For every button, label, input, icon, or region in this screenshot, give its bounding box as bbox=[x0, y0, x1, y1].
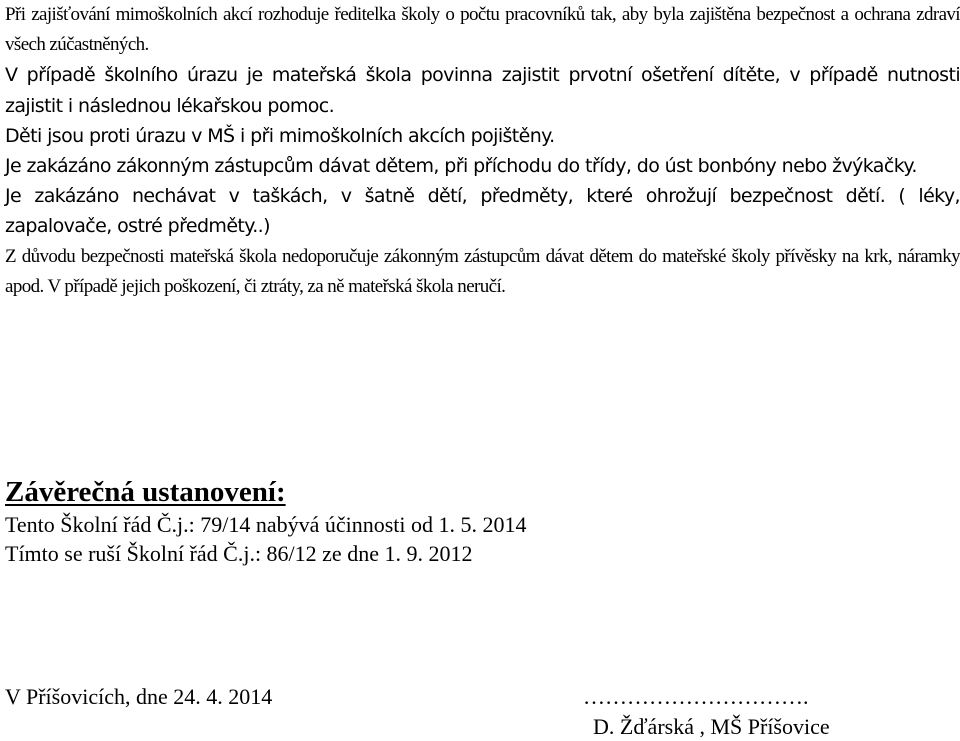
effective-date-line: Tento Školní řád Č.j.: 79/14 nabývá účinnosti od 1. 5. 2014 bbox=[5, 512, 527, 537]
final-provisions-heading: Závěrečná ustanovení: bbox=[5, 476, 286, 508]
place-and-date: V Příšovicích, dne 24. 4. 2014 bbox=[5, 684, 273, 709]
paragraph-sweets-ban: Je zakázáno zákonným zástupcům dávat dětem, při příchodu do třídy, do úst bonbóny nebo žvýkačky. bbox=[5, 155, 917, 178]
paragraph-dangerous-items-ban: Je zakázáno nechávat v taškách, v šatně dětí, předměty, které ohrožují bezpečnost dětí. ( léky, zapalovače, ostré předměty..) bbox=[5, 185, 960, 238]
signatory-name: D. Žďárská , MŠ Příšovice bbox=[593, 714, 830, 739]
paragraph-insurance: Děti jsou proti úrazu v MŠ i při mimoškolních akcích pojištěny. bbox=[5, 124, 555, 147]
repeal-line: Tímto se ruší Školní řád Č.j.: 86/12 ze dne 1. 9. 2012 bbox=[5, 541, 473, 566]
paragraph-injury-first-aid: V případě školního úrazu je mateřská škola povinna zajistit prvotní ošetření dítěte, v případě nutnosti zajistit i následnou lékařskou pomoc. bbox=[5, 64, 960, 117]
signature-line: …………………………. bbox=[583, 684, 809, 709]
rules-text bbox=[5, 0, 960, 302]
paragraph-staffing: Při zajišťování mimoškolních akcí rozhoduje ředitelka školy o počtu pracovníků tak, aby byla zajištěna bezpečnost a ochrana zdraví všech zúčastněných. bbox=[5, 4, 960, 56]
paragraph-jewelry-advice: Z důvodu bezpečnosti mateřská škola nedoporučuje zákonným zástupcům dávat dětem do mateřské školy přívěsky na krk, náramky apod. V případě jejich poškození, či ztráty, za ně mateřská škola neručí. bbox=[5, 245, 960, 297]
